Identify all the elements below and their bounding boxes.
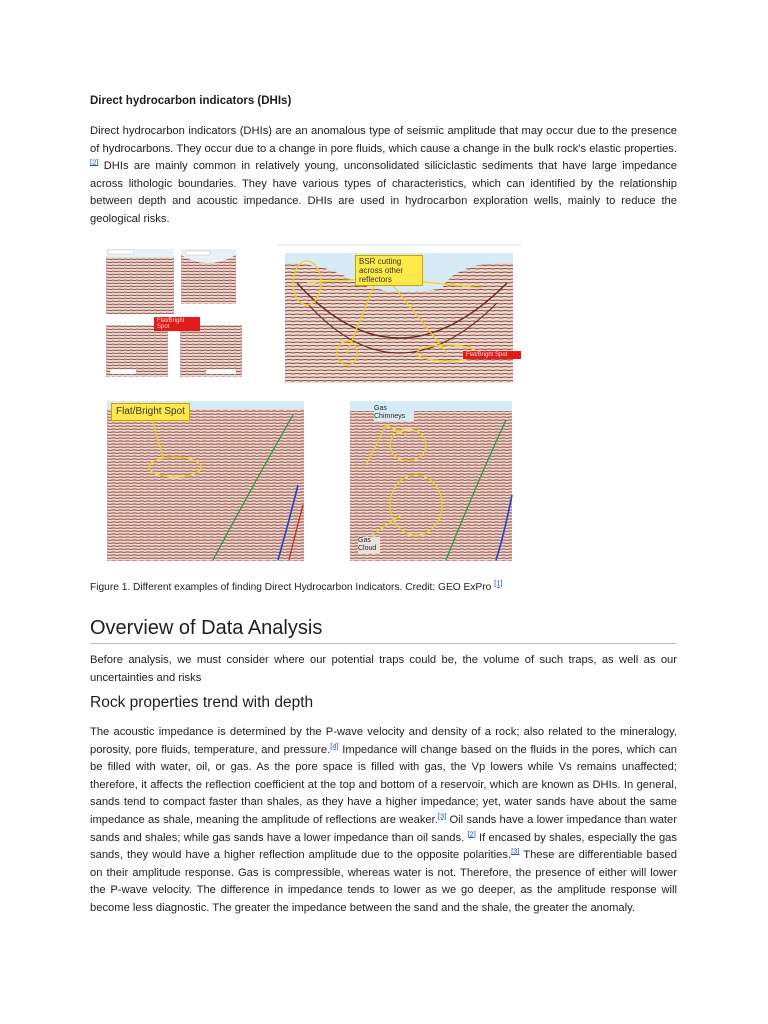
flat-bright-spot-label: Flat/Bright Spot: [111, 403, 190, 421]
flat-bright-spot-red-label-2: Flat/Bright Spot: [463, 351, 521, 359]
rock-text-d: If encased by shales, especially the gas sands, they would have a higher reflection amplitude due to the opposite polarities.: [90, 831, 677, 862]
section-heading-overview: Overview of Data Analysis: [90, 617, 323, 639]
dhi-paragraph-text-2: DHIs are mainly common in relatively young, unconsolidated siliciclastic sediments that have large impedance across lithologic boundaries. They have various types of characteristics, which can identified by the relationship between depth and acoustic impedance. DHIs are used in hydrocarbon exploration wells, mainly to reduce the geological risks.: [90, 160, 677, 225]
dhi-paragraph: [90, 123, 677, 229]
gas-cloud-label: Gas Cloud: [358, 537, 380, 553]
seismic-panel-small-1: [106, 249, 174, 314]
overview-paragraph: Before analysis, we must consider where our potential traps could be, the volume of such traps, as well as our uncertainties and risks: [90, 654, 677, 684]
seismic-figure: [103, 243, 523, 563]
bsr-label: BSR cutting across other reflectors: [355, 255, 423, 286]
seismic-panel-gas-chimneys: [346, 395, 516, 563]
seismic-panel-small-4: [180, 325, 242, 377]
rock-text-e: These are differentiable based on their amplitude response. Gas is compressible, whereas water is not. Therefore, the presence of either will lower the P-wave velocity. The difference in impedance tends to lower as we go deeper, as the amplitude response will become less diagnostic. The greater the impedance between the sand and the shale, the greater the anomaly.: [90, 849, 677, 914]
seismic-panel-small-2: [181, 249, 236, 304]
seismic-panel-flat-bright-spot: [103, 395, 308, 563]
rock-text-a: The acoustic impedance is determined by the P-wave velocity and density of a rock; also related to the mineralogy, porosity, pore fluids, temperature, and pressure.: [90, 726, 677, 756]
citation-link[interactable]: [2]: [467, 828, 476, 838]
figure-caption: [90, 578, 503, 593]
seismic-panel-small-3: [106, 325, 168, 377]
section-heading-rock-properties: Rock properties trend with depth: [90, 694, 314, 711]
dhi-paragraph-text-1: Direct hydrocarbon indicators (DHIs) are an anomalous type of seismic amplitude that may occur due to the presence of hydrocarbons. They occur due to a change in pore fluids, which cause a change in the bulk rock’s elastic properties.: [90, 125, 677, 155]
flat-bright-spot-red-label: Flat/Bright Spot: [154, 317, 200, 331]
heading-divider: [90, 643, 677, 644]
caption-citation-link[interactable]: [1]: [494, 578, 503, 588]
seismic-panel-bsr: [277, 243, 521, 383]
citation-link[interactable]: [3]: [511, 846, 520, 856]
gas-chimneys-label: Gas Chimneys: [374, 405, 414, 421]
citation-link[interactable]: [2]: [90, 157, 99, 167]
figure-caption-text: Figure 1. Different examples of finding Direct Hydrocarbon Indicators. Credit: GEO ExPro: [90, 582, 492, 593]
rock-text-b: Impedance will change based on the fluids in the pores, which can be filled with water, oil, or gas. As the pore space is filled with gas, the Vp lowers while Vs remains unaffected; therefore, it affects the reflection coefficient at the top and bottom of a reservoir, which are known as DHIs. In general, sands tend to compact faster than shales, as they have a higher impedance; yet, water sands have about the same impedance as shale, meaning the amplitude of reflections are weaker.: [90, 743, 677, 826]
citation-link[interactable]: [3]: [437, 811, 447, 821]
rock-properties-paragraph: [90, 724, 677, 918]
section-heading-dhi: Direct hydrocarbon indicators (DHIs): [90, 95, 292, 107]
citation-link[interactable]: [4]: [330, 740, 339, 750]
rock-text-c: Oil sands have a lower impedance than water sands and shales; while gas sands have a lower impedance than oil sands.: [90, 813, 677, 844]
